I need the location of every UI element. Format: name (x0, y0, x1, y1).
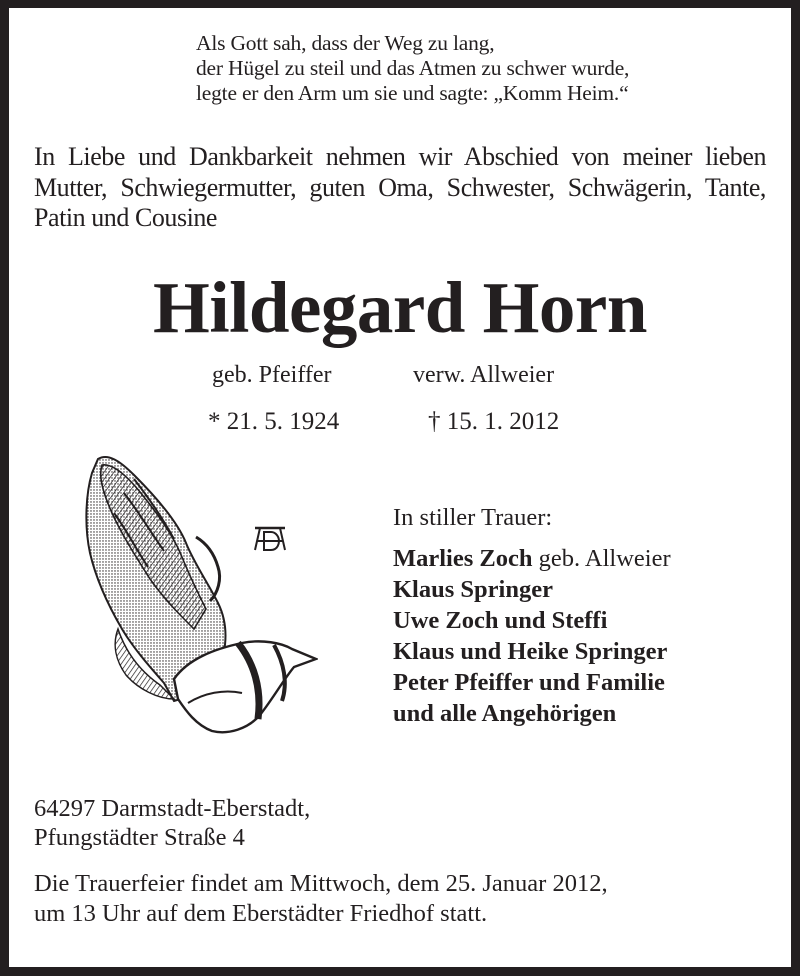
poem-line: Als Gott sah, dass der Weg zu lang, (196, 31, 495, 55)
mourner-name: Uwe Zoch und Steffi (393, 607, 608, 634)
mourner-name: Klaus und Heike Springer (393, 638, 668, 665)
widowed-name: verw. Allweier (413, 362, 555, 388)
mourner-entry (393, 605, 671, 636)
ceremony-line: um 13 Uhr auf dem Eberstädter Friedhof statt. (34, 900, 488, 927)
poem (196, 31, 629, 106)
mourner-name: Marlies Zoch (393, 545, 533, 572)
mourner-entry (393, 667, 671, 698)
mourner-entry (393, 574, 671, 605)
praying-hands-icon (78, 453, 318, 735)
mourner-entry (393, 543, 671, 574)
deceased-name: Hildegard Horn (153, 267, 647, 348)
address-line: 64297 Darmstadt-Eberstadt, (34, 795, 311, 822)
monogram-icon (252, 524, 288, 552)
poem-line: legte er den Arm um sie und sagte: „Komm Heim.“ (196, 81, 629, 105)
mourners-heading: In stiller Trauer: (393, 504, 553, 531)
mourner-entry (393, 636, 671, 667)
ceremony-line: Die Trauerfeier findet am Mittwoch, dem 25. Januar 2012, (34, 870, 608, 897)
mourner-name: Peter Pfeiffer und Familie (393, 669, 665, 696)
poem-line: der Hügel zu steil und das Atmen zu schwer wurde, (196, 56, 630, 80)
mourners-list (393, 503, 671, 729)
funeral-announcement (34, 869, 608, 929)
mourner-note: geb. Allweier (532, 545, 671, 572)
birth-date: * 21. 5. 1924 (208, 408, 340, 435)
mourner-name: Klaus Springer (393, 576, 553, 603)
address-line: Pfungstädter Straße 4 (34, 824, 245, 851)
mourner-entry (393, 698, 671, 729)
intro-paragraph: In Liebe und Dankbarkeit nehmen wir Abschied von meiner lieben Mutter, Schwiegermutter, guten Oma, Schwester, Schwägerin, Tante, Patin und Cousine (34, 142, 766, 232)
maiden-name: geb. Pfeiffer (212, 362, 332, 388)
mourner-name: und alle Angehörigen (393, 700, 617, 727)
death-date: † 15. 1. 2012 (428, 408, 560, 435)
address (34, 794, 310, 852)
